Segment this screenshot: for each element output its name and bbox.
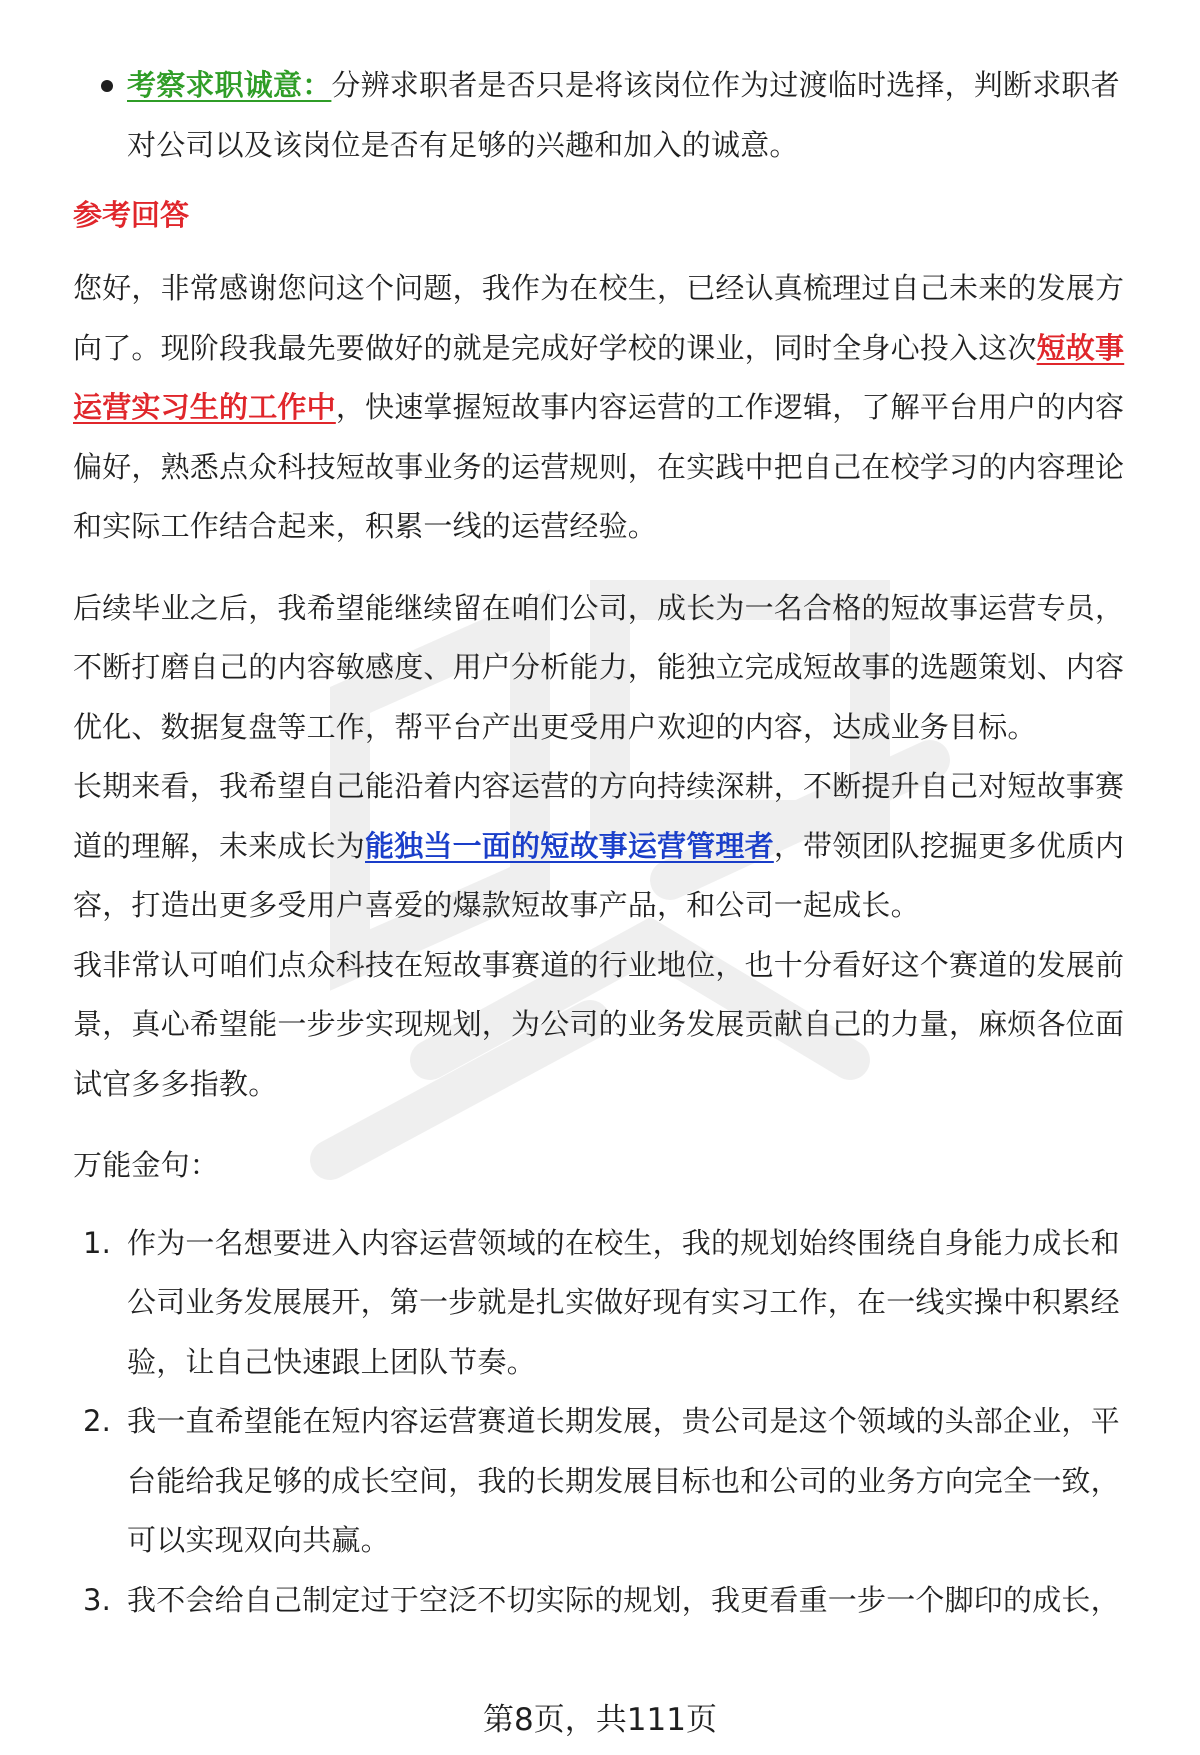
list-item (73, 1392, 1148, 1571)
bullet-text: 分辨求职者是否只是将该岗位作为过渡临时选择，判断求职者对公司以及该岗位是否有足够的兴趣和加入的诚意。 (127, 68, 1120, 162)
answer-p1-pre: 您好，非常感谢您问这个问题，我作为在校生，已经认真梳理过自己未来的发展方向了。现阶段我最先要做好的就是完成好学校的课业，同时全身心投入这次 (73, 271, 1125, 365)
bullet-item-sincerity (73, 56, 1148, 175)
list-item-text: 作为一名想要进入内容运营领域的在校生，我的规划始终围绕自身能力成长和公司业务发展展开，第一步就是扎实做好现有实习工作，在一线实操中积累经验，让自己快速跟上团队节奏。 (127, 1225, 1120, 1379)
answer-paragraph-3 (73, 757, 1148, 936)
answer-p1-highlight: 短故事运营实习生的工作中 (73, 330, 1125, 424)
answer-p3-pre: 长期来看，我希望自己能沿着内容运营的方向持续深耕，不断提升自己对短故事赛道的理解，未来成长为 (73, 769, 1125, 863)
list-item-number: 3. (83, 1582, 112, 1617)
bullet-dot-icon (101, 80, 113, 92)
list-item (73, 1214, 1148, 1393)
answer-paragraph-4: 我非常认可咱们点众科技在短故事赛道的行业地位，也十分看好这个赛道的发展前景，真心希望能一步步实现规划，为公司的业务发展贡献自己的力量，麻烦各位面试官多多指教。 (73, 947, 1125, 1101)
answer-paragraph-2: 后续毕业之后，我希望能继续留在咱们公司，成长为一名合格的短故事运营专员，不断打磨自己的内容敏感度、用户分析能力，能独立完成短故事的选题策划、内容优化、数据复盘等工作，帮平台产出更受用户欢迎的内容，达成业务目标。 (73, 590, 1125, 744)
list-item (73, 1571, 1148, 1631)
answer-paragraph-1 (73, 259, 1148, 557)
answer-p3-post: ，带领团队挖掘更多优质内容，打造出更多受用户喜爱的爆款短故事产品，和公司一起成长。 (73, 828, 1125, 922)
golden-list (73, 1214, 1148, 1631)
list-item-text: 我不会给自己制定过于空泛不切实际的规划，我更看重一步一个脚印的成长， (127, 1582, 1120, 1617)
list-item-number: 1. (83, 1225, 112, 1260)
document-page (73, 56, 1148, 1630)
page-footer: 第8页，共111页 (483, 1702, 717, 1738)
answer-p1-post: ，快速掌握短故事内容运营的工作逻辑，了解平台用户的内容偏好，熟悉点众科技短故事业务的运营规则，在实践中把自己在校学习的内容理论和实际工作结合起来，积累一线的运营经验。 (73, 390, 1125, 543)
golden-label: 万能金句： (73, 1148, 220, 1182)
bullet-highlight: 考察求职诚意： (127, 68, 332, 102)
answer-p3-highlight: 能独当一面的短故事运营管理者 (365, 828, 774, 863)
list-item-text: 我一直希望能在短内容运营赛道长期发展，贵公司是这个领域的头部企业，平台能给我足够的成长空间，我的长期发展目标也和公司的业务方向完全一致，可以实现双向共赢。 (127, 1404, 1120, 1557)
section-heading: 参考回答 (73, 198, 190, 232)
list-item-number: 2. (83, 1404, 112, 1438)
